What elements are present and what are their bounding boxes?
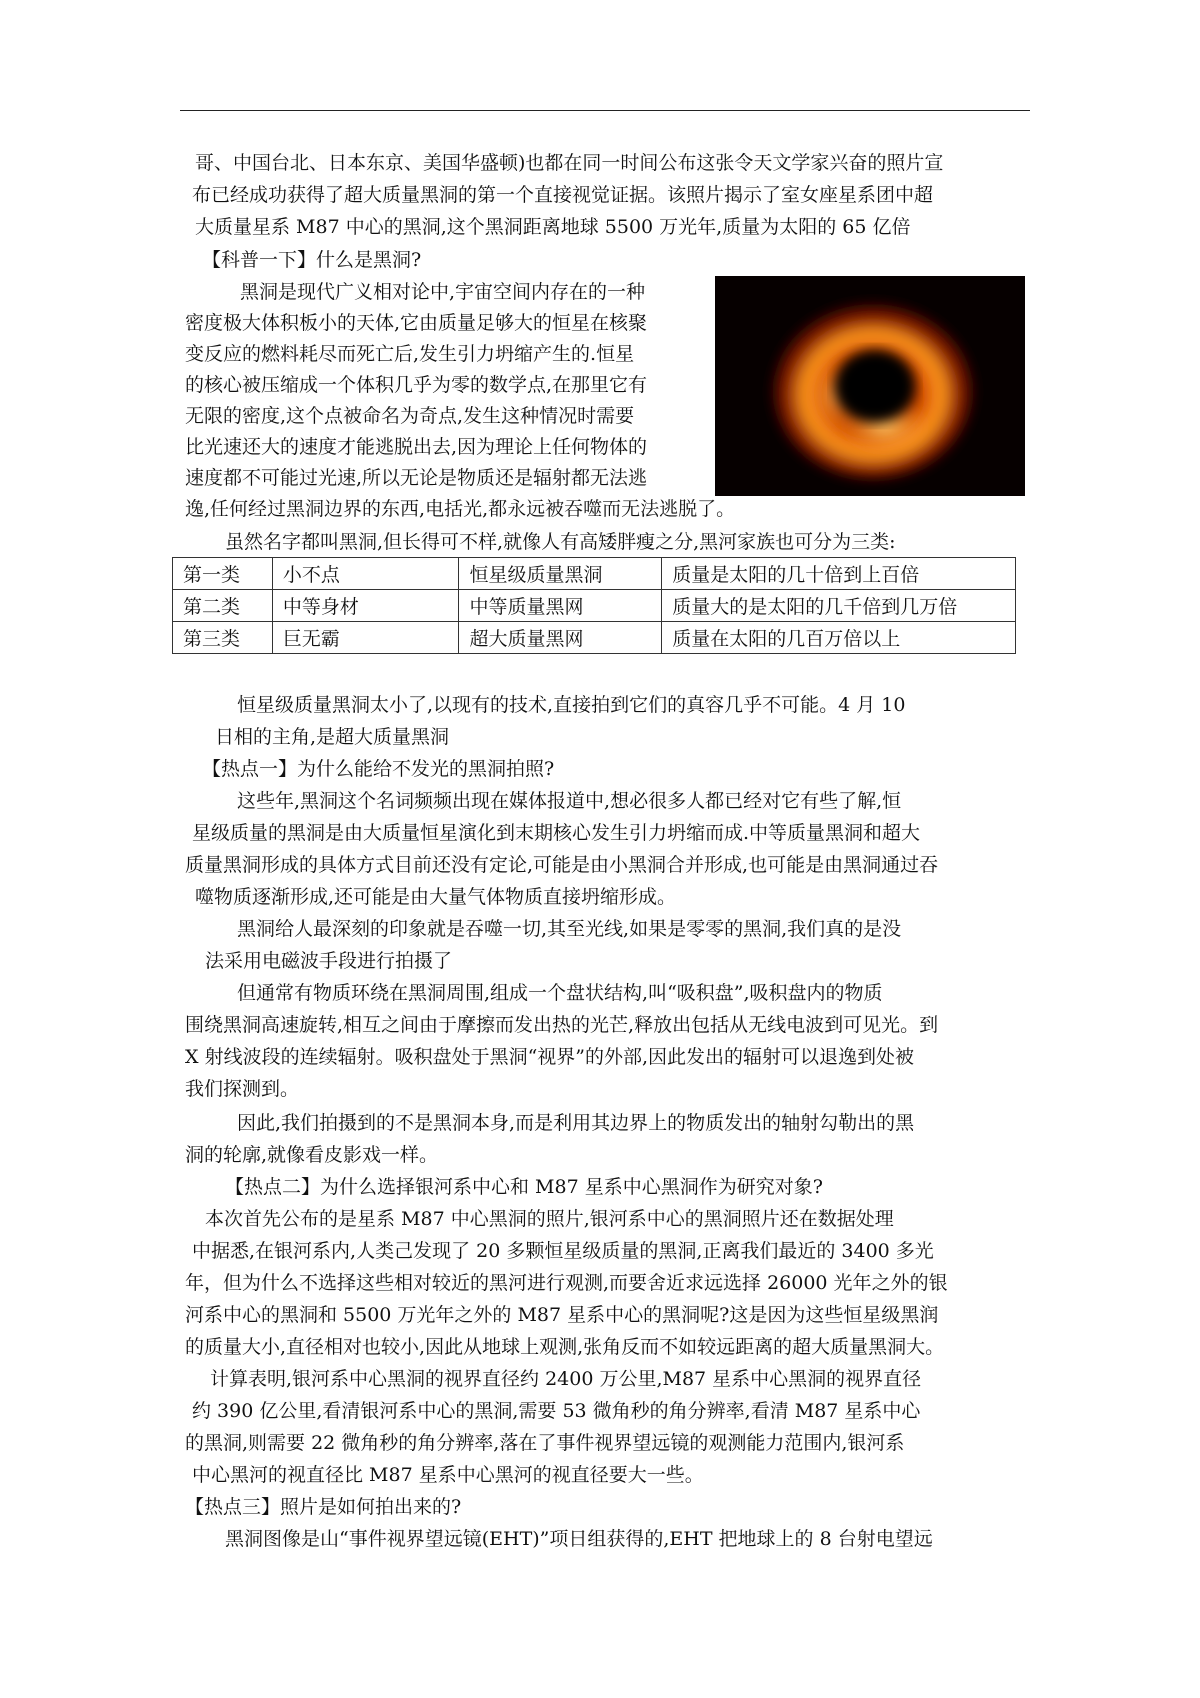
text-line: 年，但为什么不选择这些相对较近的黑河进行观测,而要舍近求远选择 26000 光年之外的银 bbox=[185, 1272, 948, 1294]
text-line: 密度极大体积板小的天体,它由质量足够大的恒星在核聚 bbox=[185, 312, 648, 334]
text-line: 黑洞图像是山“事件视界望远镜(EHT)”项日组获得的,EHT 把地球上的 8 台射电望远 bbox=[225, 1528, 933, 1550]
text-line: 本次首先公布的是星系 M87 中心黑洞的照片,银河系中心的黑洞照片还在数据处理 bbox=[205, 1208, 894, 1230]
table-cell: 巨无霸 bbox=[272, 622, 459, 654]
text-line: 黑洞给人最深刻的印象就是吞噬一切,其至光线,如果是零零的黑洞,我们真的是没 bbox=[237, 918, 902, 940]
text-line: 逸,任何经过黑洞边界的东西,电括光,都永远被吞噬而无法逃脱了。 bbox=[185, 498, 736, 520]
table-row bbox=[173, 622, 1016, 654]
table-row bbox=[173, 558, 1016, 590]
table-cell: 质量在太阳的几百万倍以上 bbox=[662, 622, 1016, 654]
section-heading: 【热点三】照片是如何拍出来的? bbox=[185, 1496, 462, 1518]
table-cell: 中等质量黑网 bbox=[459, 590, 662, 622]
black-hole-types-table bbox=[172, 557, 1016, 654]
black-hole-image bbox=[715, 276, 1025, 496]
section-heading: 【科普一下】什么是黑洞? bbox=[202, 249, 422, 271]
text-line: 比光速还大的速度才能逃脱出去,因为理论上任何物体的 bbox=[185, 436, 648, 458]
text-line: 洞的轮廓,就像看皮影戏一样。 bbox=[185, 1144, 439, 1166]
text-line: 布已经成功获得了超大质量黑洞的第一个直接视觉证据。该照片揭示了室女座星系团中超 bbox=[192, 184, 934, 206]
text-line: 河系中心的黑洞和 5500 万光年之外的 M87 星系中心的黑洞呢?这是因为这些恒星级黑润 bbox=[185, 1304, 939, 1326]
text-line: X 射线波段的连续辐射。吸积盘处于黑洞“视界”的外部,因此发出的辐射可以退逸到处被 bbox=[185, 1046, 915, 1068]
black-hole-photo bbox=[715, 276, 1025, 496]
text-line: 哥、中国台北、日本东京、美国华盛顿)也都在同一时间公布这张令天文学家兴奋的照片宣 bbox=[195, 152, 944, 174]
text-line: 的黑洞,则需要 22 微角秒的角分辨率,落在了事件视界望远镜的观测能力范围内,银河系 bbox=[185, 1432, 905, 1454]
header-rule bbox=[180, 110, 1030, 111]
table-row bbox=[173, 590, 1016, 622]
text-line: 这些年,黑洞这个名词频频出现在媒体报道中,想必很多人都已经对它有些了解,恒 bbox=[237, 790, 902, 812]
text-line: 计算表明,银河系中心黑洞的视界直径约 2400 万公里,M87 星系中心黑洞的视界直径 bbox=[210, 1368, 922, 1390]
text-line: 虽然名字都叫黑洞,但长得可不样,就像人有高矮胖瘦之分,黑河家族也可分为三类: bbox=[225, 531, 896, 553]
text-line: 但通常有物质环绕在黑洞周围,组成一个盘状结构,叫“吸积盘”,吸积盘内的物质 bbox=[237, 982, 883, 1004]
table-cell: 中等身材 bbox=[272, 590, 459, 622]
text-line: 噬物质逐渐形成,还可能是由大量气体物质直接坍缩形成。 bbox=[195, 886, 677, 908]
section-heading: 【热点二】为什么选择银河系中心和 M87 星系中心黑洞作为研究对象? bbox=[225, 1176, 823, 1198]
table-cell: 超大质量黑网 bbox=[459, 622, 662, 654]
text-line: 约 390 亿公里,看清银河系中心的黑洞,需要 53 微角秒的角分辨率,看清 M87 星系中心 bbox=[192, 1400, 921, 1422]
table-cell: 小不点 bbox=[272, 558, 459, 590]
text-line: 的核心被压缩成一个体积几乎为零的数学点,在那里它有 bbox=[185, 374, 648, 396]
table-cell: 第三类 bbox=[173, 622, 273, 654]
text-line: 中心黑河的视直径比 M87 星系中心黑河的视直径要大一些。 bbox=[192, 1464, 704, 1486]
table-cell: 第一类 bbox=[173, 558, 273, 590]
text-line: 我们探测到。 bbox=[185, 1078, 300, 1100]
text-line: 速度都不可能过光速,所以无论是物质还是辐射都无法逃 bbox=[185, 467, 648, 489]
text-line: 无限的密度,这个点被命名为奇点,发生这种情况时需要 bbox=[185, 405, 635, 427]
text-line: 大质量星系 M87 中心的黑洞,这个黑洞距离地球 5500 万光年,质量为太阳的 65 亿倍 bbox=[195, 216, 911, 238]
text-line: 日相的主角,是超大质量黑洞 bbox=[215, 726, 450, 748]
text-line: 星级质量的黑洞是由大质量恒星演化到末期核心发生引力坍缩而成.中等质量黑洞和超大 bbox=[192, 822, 921, 844]
table-cell: 恒星级质量黑洞 bbox=[459, 558, 662, 590]
table-cell: 质量是太阳的几十倍到上百倍 bbox=[662, 558, 1016, 590]
text-line: 黑洞是现代广义相对论中,宇宙空间内存在的一种 bbox=[240, 281, 646, 303]
text-line: 因此,我们拍摄到的不是黑洞本身,而是利用其边界上的物质发出的轴射勾勒出的黑 bbox=[237, 1112, 915, 1134]
text-line: 恒星级质量黑洞太小了,以现有的技术,直接拍到它们的真容几乎不可能。4 月 10 bbox=[237, 694, 906, 716]
table-cell: 质量大的是太阳的几千倍到几万倍 bbox=[662, 590, 1016, 622]
text-line: 法采用电磁波手段进行拍摄了 bbox=[205, 950, 453, 972]
text-line: 的质量大小,直径相对也较小,因此从地球上观测,张角反而不如较远距离的超大质量黑洞大。 bbox=[185, 1336, 945, 1358]
section-heading: 【热点一】为什么能给不发光的黑洞拍照? bbox=[202, 758, 555, 780]
table-cell: 第二类 bbox=[173, 590, 273, 622]
text-line: 中据悉,在银河系内,人类己发现了 20 多颗恒星级质量的黑洞,正离我们最近的 3400 多光 bbox=[192, 1240, 934, 1262]
text-line: 变反应的燃料耗尽而死亡后,发生引力坍缩产生的.恒星 bbox=[185, 343, 635, 365]
text-line: 质量黑洞形成的具体方式目前还没有定论,可能是由小黑洞合并形成,也可能是由黑洞通过吞 bbox=[185, 854, 939, 876]
text-line: 围绕黑洞高速旋转,相互之间由于摩擦而发出热的光芒,释放出包括从无线电波到可见光。到 bbox=[185, 1014, 939, 1036]
